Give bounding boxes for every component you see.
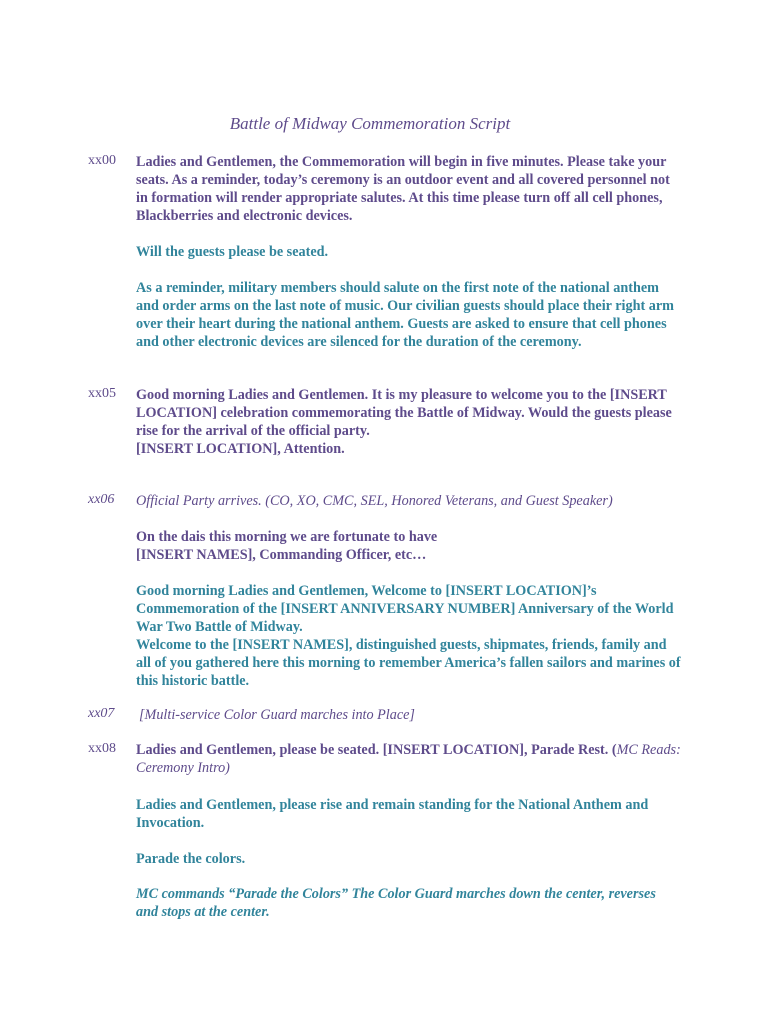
xx00-salute-reminder: As a reminder, military members should salute on the first note of the national anthem and order arms on the last note of music. Our civilian guests should place their right arm over their heart during the national anthem. Guests are asked to ensure that cell phones and other electronic devices are silenced for the duration of the ceremony. <box>136 280 674 350</box>
entry-id-xx07: xx07 <box>88 706 115 721</box>
entry-id-xx08: xx08 <box>88 741 116 756</box>
xx06-dais-line2: [INSERT NAMES], Commanding Officer, etc… <box>136 547 427 563</box>
entry-id-xx06: xx06 <box>88 492 115 507</box>
entry-id-xx05: xx05 <box>88 386 116 401</box>
xx08-be-seated <box>136 741 681 777</box>
entry-id-xx00: xx00 <box>88 153 116 168</box>
xx08-mc-reads: MC Reads: Ceremony Intro) <box>136 742 681 776</box>
xx08-mc-commands: MC commands “Parade the Colors” The Color Guard marches down the center, reverses and stops at the center. <box>136 886 656 920</box>
xx06-welcome-text: Good morning Ladies and Gentlemen, Welcome to [INSERT LOCATION]’s Commemoration of the [INSERT ANNIVERSARY NUMBER] Anniversary of the World War Two Battle of Midway. <box>136 583 674 635</box>
xx06-welcome-guests: Welcome to the [INSERT NAMES], distinguished guests, shipmates, friends, family and all of you gathered here this morning to remember America’s fallen sailors and marines of this historic battle. <box>136 637 681 689</box>
xx05-welcome-text: Good morning Ladies and Gentlemen. It is my pleasure to welcome you to the [INSERT LOCATION] celebration commemorating the Battle of Midway. Would the guests please rise for the arrival of the official party. <box>136 387 672 439</box>
xx05-welcome <box>136 386 681 458</box>
xx08-be-seated-text: Ladies and Gentlemen, please be seated. [INSERT LOCATION], Parade Rest. ( <box>136 742 617 758</box>
document-title: Battle of Midway Commemoration Script <box>229 114 511 133</box>
xx06-welcome <box>136 582 681 690</box>
xx07-color-guard: [Multi-service Color Guard marches into Place] <box>139 707 415 723</box>
xx05-attention: [INSERT LOCATION], Attention. <box>136 441 345 457</box>
xx06-dais-line1: On the dais this morning we are fortunate to have <box>136 529 438 545</box>
xx08-parade-colors: Parade the colors. <box>136 851 246 867</box>
xx06-dais <box>136 528 681 564</box>
xx06-official-party: Official Party arrives. (CO, XO, CMC, SEL, Honored Veterans, and Guest Speaker) <box>136 493 613 509</box>
xx00-guests-seated: Will the guests please be seated. <box>136 244 329 260</box>
xx08-rise-anthem: Ladies and Gentlemen, please rise and remain standing for the National Anthem and Invocation. <box>136 797 649 831</box>
xx00-announcement: Ladies and Gentlemen, the Commemoration will begin in five minutes. Please take your seats. As a reminder, today’s ceremony is an outdoor event and all covered personnel not in formation will render appropriate salutes. At this time please turn off all cell phones, Blackberries and electronic devices. <box>136 154 670 224</box>
